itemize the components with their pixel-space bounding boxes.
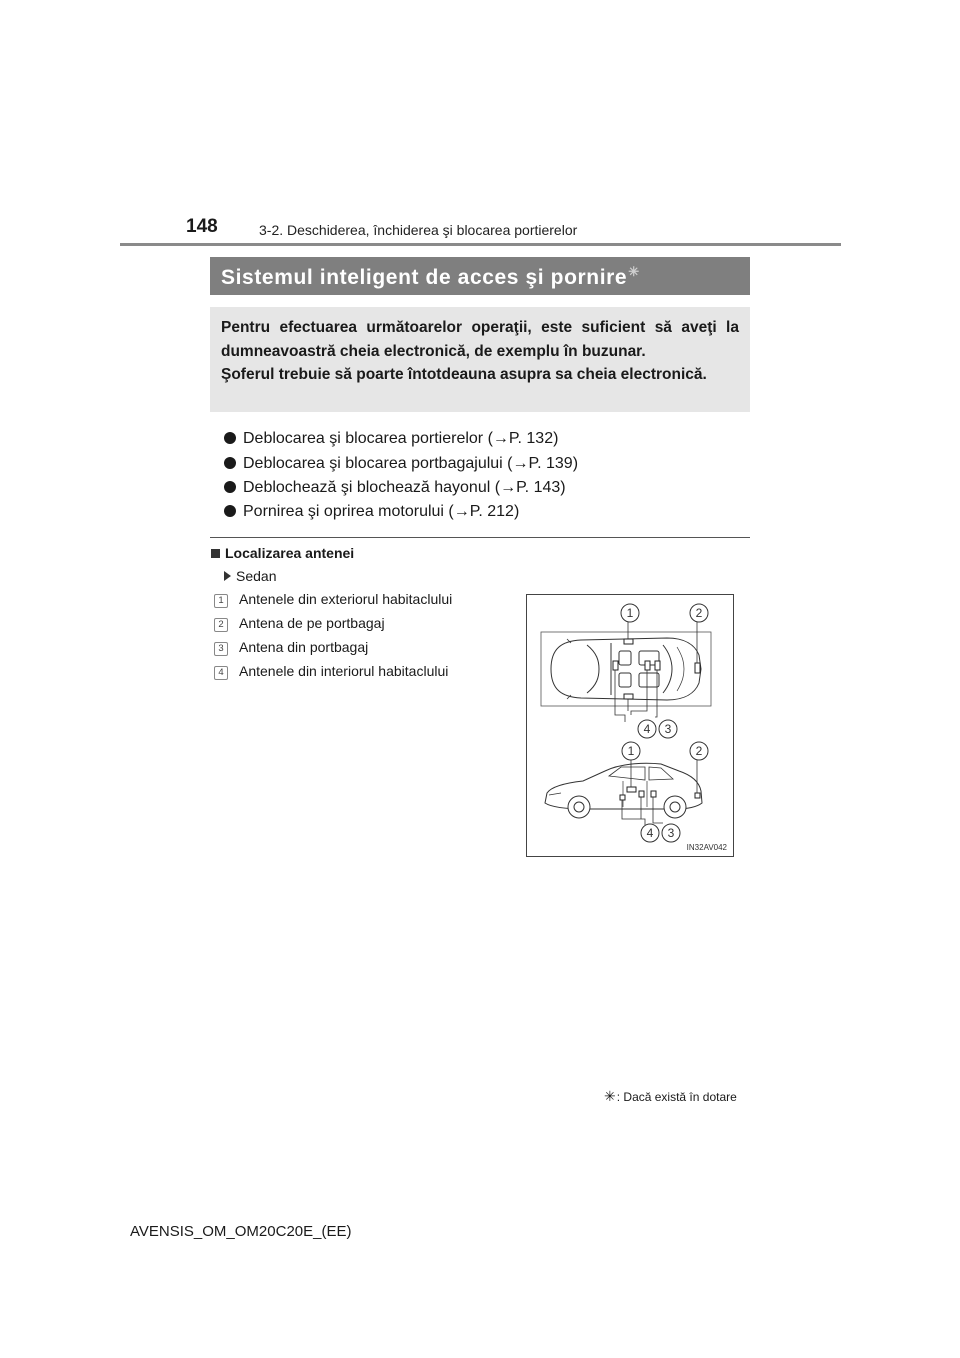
- leader-lines-top: [615, 622, 697, 722]
- optional-equipment-marker: ✳: [604, 1088, 616, 1104]
- legend-number: 4: [214, 666, 228, 680]
- arrow-icon: →: [500, 479, 517, 496]
- optional-equipment-marker: ✳: [628, 264, 640, 279]
- arrow-icon: →: [453, 503, 470, 520]
- footnote-text: : Dacă există în dotare: [616, 1090, 737, 1104]
- page-reference-link[interactable]: P. 212): [469, 503, 520, 520]
- document-code: AVENSIS_OM_OM20C20E_(EE): [130, 1223, 352, 1240]
- callout-2: 2: [695, 606, 703, 620]
- figure-code: IN32AV042: [686, 843, 727, 852]
- antenna-diagram: [527, 595, 733, 856]
- operation-item: [224, 430, 558, 448]
- callout-2: 2: [695, 744, 703, 758]
- legend-label: Antenele din interiorul habitaclului: [239, 663, 449, 679]
- page-reference-link[interactable]: P. 132): [508, 430, 559, 447]
- bullet-icon: [224, 457, 236, 469]
- intro-box: [210, 307, 750, 412]
- footnote: [604, 1088, 737, 1105]
- legend-item: [214, 615, 385, 632]
- callout-3: 3: [664, 722, 672, 736]
- page-reference-link[interactable]: P. 143): [516, 479, 566, 496]
- vehicle-variant: [224, 568, 276, 584]
- intro-text: [221, 316, 739, 387]
- operation-text: Pornirea şi oprirea motorului (: [243, 503, 454, 520]
- callout-4: 4: [643, 722, 651, 736]
- page-reference-link[interactable]: P. 139): [528, 455, 579, 472]
- operation-item: [224, 503, 519, 521]
- intro-line-2: Şoferul trebuie să poarte întotdeauna asupra sa cheia electronică.: [221, 366, 707, 383]
- triangle-bullet-icon: [224, 571, 231, 581]
- operation-text: Deblocarea şi blocarea portbagajului (: [243, 455, 513, 472]
- bullet-icon: [224, 481, 236, 493]
- subsection-heading: [211, 545, 354, 561]
- page-number: 148: [186, 216, 218, 237]
- callout-3: 3: [667, 826, 675, 840]
- bullet-icon: [224, 505, 236, 517]
- section-title-text: Sistemul inteligent de acces şi pornire: [221, 266, 628, 289]
- callout-4: 4: [646, 826, 654, 840]
- legend-item: [214, 663, 448, 680]
- section-divider: [210, 537, 750, 538]
- intro-line-1: Pentru efectuarea următoarelor operaţii, este suficient să aveţi la dumneavoastră cheia electronică, de exemplu în buzunar.: [221, 319, 739, 360]
- section-title: [221, 264, 640, 290]
- section-title-bar: [210, 257, 750, 295]
- operation-item: [224, 455, 578, 473]
- square-bullet-icon: [211, 549, 220, 558]
- legend-label: Antenele din exteriorul habitaclului: [239, 591, 453, 607]
- header-divider: [120, 243, 841, 246]
- operation-item: [224, 479, 566, 497]
- antenna-markers-side: [620, 787, 700, 800]
- section-header: 3-2. Deschiderea, închiderea şi blocarea portierelor: [259, 222, 578, 238]
- vehicle-variant-label: Sedan: [236, 568, 277, 584]
- callout-1: 1: [626, 606, 634, 620]
- bullet-icon: [224, 432, 236, 444]
- operation-text: Deblocarea şi blocarea portierelor (: [243, 430, 493, 447]
- legend-item: [214, 591, 452, 608]
- legend-label: Antena din portbagaj: [239, 639, 369, 655]
- legend-number: 1: [214, 594, 228, 608]
- legend-number: 3: [214, 642, 228, 656]
- legend-number: 2: [214, 618, 228, 632]
- legend-item: [214, 639, 368, 656]
- car-top-view-icon: [551, 638, 701, 700]
- arrow-icon: →: [492, 430, 509, 447]
- callout-1: 1: [627, 744, 635, 758]
- operation-text: Deblochează şi blochează hayonul (: [243, 479, 501, 496]
- car-side-view-icon: [545, 763, 702, 818]
- legend-label: Antena de pe portbagaj: [239, 615, 385, 631]
- antenna-location-figure: [526, 594, 734, 857]
- antenna-markers-top: [613, 639, 700, 699]
- subsection-heading-text: Localizarea antenei: [225, 545, 355, 561]
- arrow-icon: →: [512, 455, 529, 472]
